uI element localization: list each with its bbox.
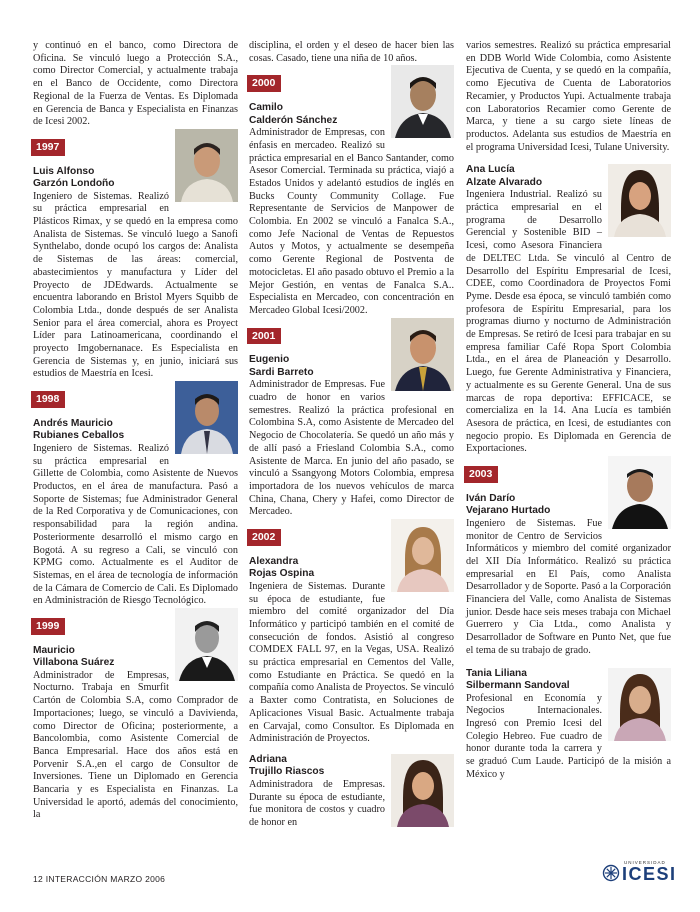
person-name: Adriana bbox=[249, 753, 287, 765]
page-footer: 12 INTERACCIÓN MARZO 2006 bbox=[33, 874, 166, 884]
column-2 bbox=[249, 40, 454, 831]
portrait-photo bbox=[175, 608, 238, 681]
person-name: Luis Alfonso bbox=[33, 165, 95, 177]
biography: Ingeniera de Sistemas. Durante su época de estudiante, fue miembro del comité organizador del Día Informático y participó también en el comité de consecución de fondos. Asistió al congreso COMDEX FALL 97, en la Vegas, USA. Realizó su práctica empresarial en Cementos del Valle, como Estudiante en Práctica. Se quedó en la compañía como Analista de Proyectos. Se vinculó a Baxter como Contratista, en Soluciones de Aplicaciones Visual Basic. Actualmente trabaja en Carvajal, como Consultor. Es Diplomada en Administración de Proyectos. bbox=[249, 580, 454, 745]
year-badge: 2002 bbox=[247, 529, 281, 546]
year-badge: 1997 bbox=[31, 139, 65, 156]
person-name: Eugenio bbox=[249, 354, 290, 366]
portrait-photo bbox=[608, 668, 671, 741]
person-surname: Rubianes Ceballos bbox=[33, 430, 125, 442]
portrait-photo bbox=[391, 519, 454, 592]
biography: Ingeniero de Sistemas. Fue monitor de Centro de Servicios Informáticos y miembro del comité organizador del XII Día Informático. Realizó su práctica empresarial en El País, como Analista Desarrollador y de Soporte. Pasó a la Corporación Financiera del Valle, como Analista de Sistemas junior. Desde hace seis meses trabaja con Michael Guerrero y Cia Ltda., como Analista y Desarrollador de Software en Punto Net, que fue el tema de su trabajo de grado. bbox=[466, 517, 671, 656]
university-logo bbox=[602, 858, 677, 888]
person-name: Ana Lucía bbox=[466, 164, 515, 176]
person-surname: Alzate Alvarado bbox=[466, 176, 543, 188]
biography: Ingeniero de Sistemas. Realizó su práctica empresarial en Gillette de Colombia, como Asistente de Nuevos Productos, en el área de manufactura. Pasó a Soporte de Sistemas; fue Administrador General de la Red Corporativa y de Comunicaciones, con responsabilidad para la región andina. Posteriormente desarrolló el mismo cargo en Bogotá. A su regreso a Cali, se vinculó con KPMG como. Actualmente es el Auditor de Sistemas, en el área de tecnología de información de la Cámara de Comercio de Cali. Es Diplomado en Administración de Riesgo Tecnológico. bbox=[33, 442, 238, 607]
logo-emblem-icon bbox=[602, 864, 620, 882]
portrait-photo bbox=[391, 65, 454, 138]
person-name: Alexandra bbox=[249, 555, 299, 567]
column-1 bbox=[33, 40, 238, 822]
person-name: Tania Liliana bbox=[466, 667, 527, 679]
logo-wordmark: ICESI bbox=[622, 864, 677, 884]
person-surname: Trujillo Riascos bbox=[249, 766, 325, 778]
person-surname: Silbermann Sandoval bbox=[466, 680, 570, 692]
year-badge: 2000 bbox=[247, 75, 281, 92]
biography: Administradora de Empresas. Durante su época de estudiante, fue monitora de costos y cuadro de honor en bbox=[249, 778, 385, 829]
person-name: Camilo bbox=[249, 102, 283, 114]
biography: Administrador de Empresas. Fue cuadro de honor en varios semestres. Realizó la práctica profesional en Colombina S.A, como Asistente de Mercadeo del Negocio de Chocolatería. Se quedó un año más y de allí pasó a Friesland Colombia S.A., como Asistente de Marca. En junio del año pasado, se vinculó a Ssangyong Motors Colombia, empresa importadora de los nuevos vehículos de marca China, Chana, Chery y Hafei, como Director de Mercadeo. bbox=[249, 379, 454, 518]
person-surname: Vejarano Hurtado bbox=[466, 505, 551, 517]
paragraph: varios semestres. Realizó su práctica empresarial en DDB World Wide Colombia, como Asistente Ejecutiva de Cuenta, y se quedó en la compañía, como Ejecutiva de Cuenta de Laboratorios Recamier, y Productos Yupi. Actualmente trabaja con Laboratorios Recamier como Gerente de Marca, y tiene a su cargo siete líneas de productos. Adelanta sus estudios de Maestría en el programa Universidad Icesi, Tulane University. bbox=[466, 40, 671, 153]
person-surname: Garzón Londoño bbox=[33, 178, 115, 190]
portrait-photo bbox=[608, 164, 671, 237]
paragraph: y continuó en el banco, como Directora de Oficina. Se vinculó luego a Protección S.A., como Director Comercial, y actualmente trabaja en el Banco de Occidente, como Directora Regional de la Fuerza de Ventas. Es Diplomada en Gerencia de Banca y Especialista en Finanzas de Icesi 2002. bbox=[33, 40, 238, 128]
portrait-photo bbox=[608, 456, 671, 529]
biography: Profesional en Economía y Negocios Internacionales. Ingresó con Premio Icesi del Colegio Hebreo. Fue cuadro de honor durante toda la carrera y se graduó Cum Laude. Participó de la misión a México y bbox=[466, 692, 671, 780]
biography: Ingeniera Industrial. Realizó su práctica empresarial en el programa de Desarrollo Gerencial y Sostenible BID – Icesi, como Asesora Financiera de DELTEC Ltda. Se vinculó al Centro de Desarrollo del Espíritu Empresarial de Icesi, CDEE, como Coordinadora de Proyectos Fomi Pyme. Desde esa época, se vinculó también como profesora de Espíritu Empresarial, para los programas diurno y nocturno de Administración de Empresas. Se retiró de Icesi para trabajar en su empresa familiar Café Ropa Sport Colombia Ltda., en el área de Planeación y Desarrollo. Luego, fue Gerente Administrativa y Financiera, y actualmente es su Gerente General. Una de sus marcas de ropa deportiva: EFFICACE, se comercializa en la 14. Ana Lucía es también Asesora de práctica, en Icesi, de estudiantes con negocio propio. Es Diplomada en Gerencia de Exportaciones. bbox=[466, 189, 671, 455]
year-badge: 2001 bbox=[247, 328, 281, 345]
year-badge: 1998 bbox=[31, 391, 65, 408]
person-name: Iván Darío bbox=[466, 492, 516, 504]
person-surname: Sardi Barreto bbox=[249, 366, 314, 378]
year-badge: 2003 bbox=[464, 466, 498, 483]
biography: Administrador de Empresas, Nocturno. Trabaja en Smurfit Cartón de Colombia S.A, como Comprador de Importaciones; luego, se vinculó a Davivienda, como Director de Oficina; posteriormente, a Bancolombia, como Asistente Comercial de Banca Empresarial. Hace dos años está en Porvenir S.A.,en el cargo de Consultor de Inversiones. Tiene un Diplomado en Gerencia Bancaria y es Especialista en Finanzas. La Universidad le aportó, además del conocimiento, la bbox=[33, 669, 238, 821]
person-surname: Villabona Suárez bbox=[33, 657, 115, 669]
year-badge: 1999 bbox=[31, 618, 65, 635]
person-name: Mauricio bbox=[33, 644, 75, 656]
portrait-photo bbox=[391, 318, 454, 391]
biography: Ingeniero de Sistemas. Realizó su práctica empresarial en Plásticos Rimax, y se quedó en la empresa como Analista de Sistemas. Se vinculó luego a Sanofi Synthelabo, donde ocupó los cargos de: Analista de Sistemas de las áreas: comercial, abastecimientos y manufactura y Líder del Proyecto de JDEdwards. Actualmente se encuentra laborando en Bristol Myers Squibb de Colombia Ltda., donde después de ser Analista Senior para el área comercial, ahora es Proyect Líder para Latinoamericana, coordinando el proyecto Imgobernanace. Es Especialista en Gerencia de Sistemas y, en junio, iniciará sus estudios de Maestría en Icesi. bbox=[33, 190, 238, 380]
portrait-photo bbox=[175, 381, 238, 454]
portrait-photo bbox=[175, 129, 238, 202]
logo-caption: UNIVERSIDAD bbox=[624, 860, 666, 865]
paragraph: disciplina, el orden y el deseo de hacer bien las cosas. Casado, tiene una niña de 10 años. bbox=[249, 40, 454, 64]
biography: Administrador de Empresas, con énfasis en mercadeo. Realizó su práctica empresarial en el Banco Santander, como Asesor Comercial. Terminada su práctica, viajó a Estados Unidos y adelantó estudios de inglés en Bucks County Community Collage. Fue Representante de Servicios de Manpower de Colombia. En 2002 se vinculó a Fanalca S.A., como Jefe Nacional de Ventas de Repuestos Autos y Motos, y actualmente se desempeña como Gerente Regional de Postventa de motocicletas. El año pasado obtuvo el Premio a la Mejor Gestión, en ventas de Fanalca S.A.. Especialista en Mercadeo, con concentración en Mercadeo Global Icesi/2002. bbox=[249, 127, 454, 316]
portrait-photo bbox=[391, 754, 454, 827]
person-surname: Rojas Ospina bbox=[249, 568, 315, 580]
column-3 bbox=[466, 40, 671, 781]
person-surname: Calderón Sánchez bbox=[249, 114, 338, 126]
person-name: Andrés Mauricio bbox=[33, 417, 113, 429]
